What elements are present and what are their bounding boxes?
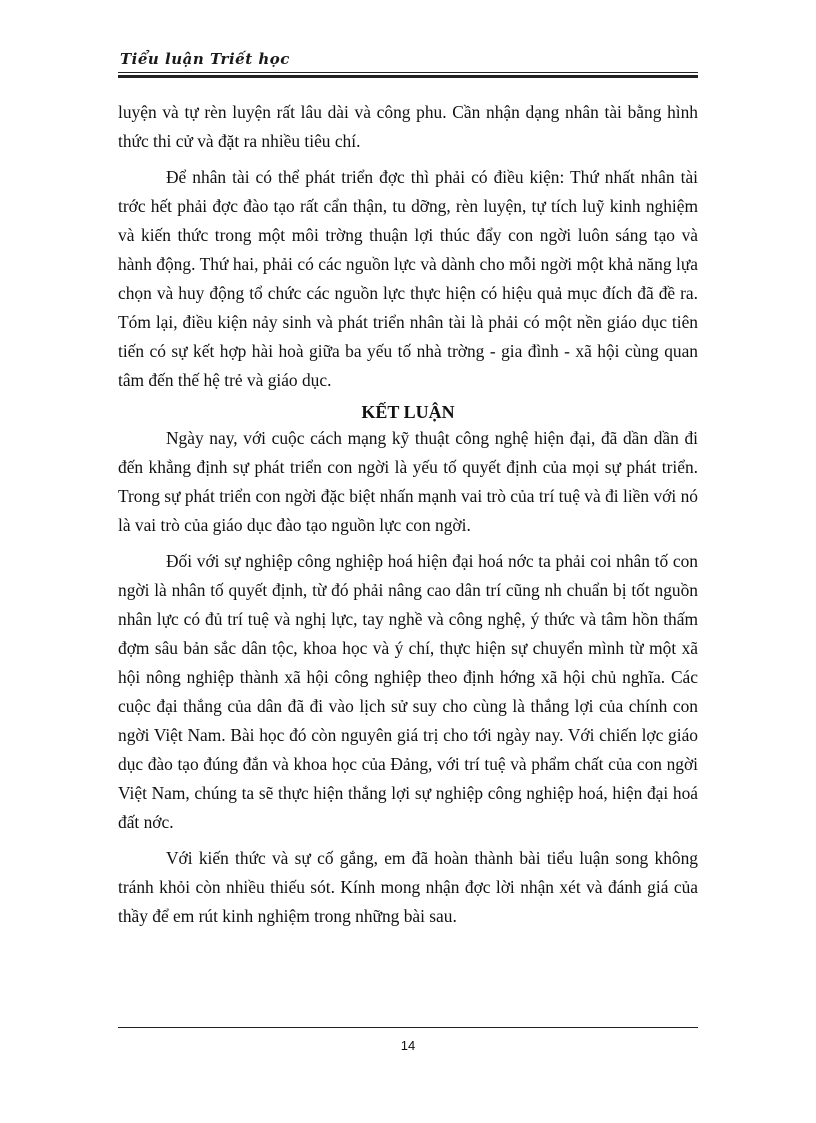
section-title: KẾT LUẬN: [361, 402, 455, 422]
header-title: Tiểu luận Triết học: [120, 50, 290, 68]
paragraph-conclusion-2: Đối với sự nghiệp công nghiệp hoá hiện đại hoá nớc ta phải coi nhân tố con ngời là nhân tố quyết định, từ đó phải nâng cao dân trí cũng nh chuẩn bị tốt nguồn nhân lực có đủ trí tuệ và nghị lực, tay nghề và công nghệ, ý thức và tâm hồn thấm đợm sâu bản sắc dân tộc, khoa học và ý chí, thực hiện sự chuyển mình từ một xã hội nông nghiệp thành xã hội công nghiệp theo định hớng xã hội chủ nghĩa. Các cuộc đại thắng của dân đã đi vào lịch sử suy cho cùng là thắng lợi của chính con ngời Việt Nam. Bài học đó còn nguyên giá trị cho tới ngày nay. Với chiến lợc giáo dục đào tạo đúng đắn và khoa học của Đảng, với trí tuệ và phẩm chất của con ngời Việt Nam, chúng ta sẽ thực hiện thắng lợi sự nghiệp công nghiệp hoá, hiện đại hoá đất nớc.: [118, 551, 698, 832]
paragraph-conclusion-1: Ngày nay, với cuộc cách mạng kỹ thuật công nghệ hiện đại, đã dần dần đi đến khẳng định sự phát triển con ngời là yếu tố quyết định của mọi sự phát triển. Trong sự phát triển con ngời đặc biệt nhấn mạnh vai trò của trí tuệ và đi liền với nó là vai trò của giáo dục đào tạo nguồn lực con ngời.: [118, 428, 698, 535]
footer-rule: [118, 1027, 698, 1028]
page-header: [118, 50, 698, 78]
page-number: 14: [400, 1038, 416, 1053]
paragraph-conclusion-3: Với kiến thức và sự cố gắng, em đã hoàn thành bài tiểu luận song không tránh khỏi còn nhiều thiếu sót. Kính mong nhận đợc lời nhận xét và đánh giá của thầy để em rút kinh nghiệm trong những bài sau.: [118, 848, 698, 926]
header-rule-thin: [118, 72, 698, 73]
paragraph-conditions: Để nhân tài có thể phát triển đợc thì phải có điều kiện: Thứ nhất nhân tài trớc hết phải đợc đào tạo rất cẩn thận, tu dỡng, rèn luyện, tự tích luỹ kinh nghiệm và kiến thức trong một môi trờng thuận lợi thúc đẩy con ngời luôn sáng tạo và hành động. Thứ hai, phải có các nguồn lực và dành cho mỗi ngời một khả năng lựa chọn và huy động tổ chức các nguồn lực thực hiện có hiệu quả mục đích đã đề ra. Tóm lại, điều kiện nảy sinh và phát triển nhân tài là phải có một nền giáo dục tiên tiến có sự kết hợp hài hoà giữa ba yếu tố nhà trờng - gia đình - xã hội cùng quan tâm đến thế hệ trẻ và giáo dục.: [118, 167, 698, 390]
paragraph-continuation: luyện và tự rèn luyện rất lâu dài và công phu. Cần nhận dạng nhân tài bằng hình thức thi cử và đặt ra nhiều tiêu chí.: [118, 102, 698, 151]
page-body: [118, 98, 698, 938]
header-rule-thick: [118, 75, 698, 78]
page-footer: [118, 1027, 698, 1053]
